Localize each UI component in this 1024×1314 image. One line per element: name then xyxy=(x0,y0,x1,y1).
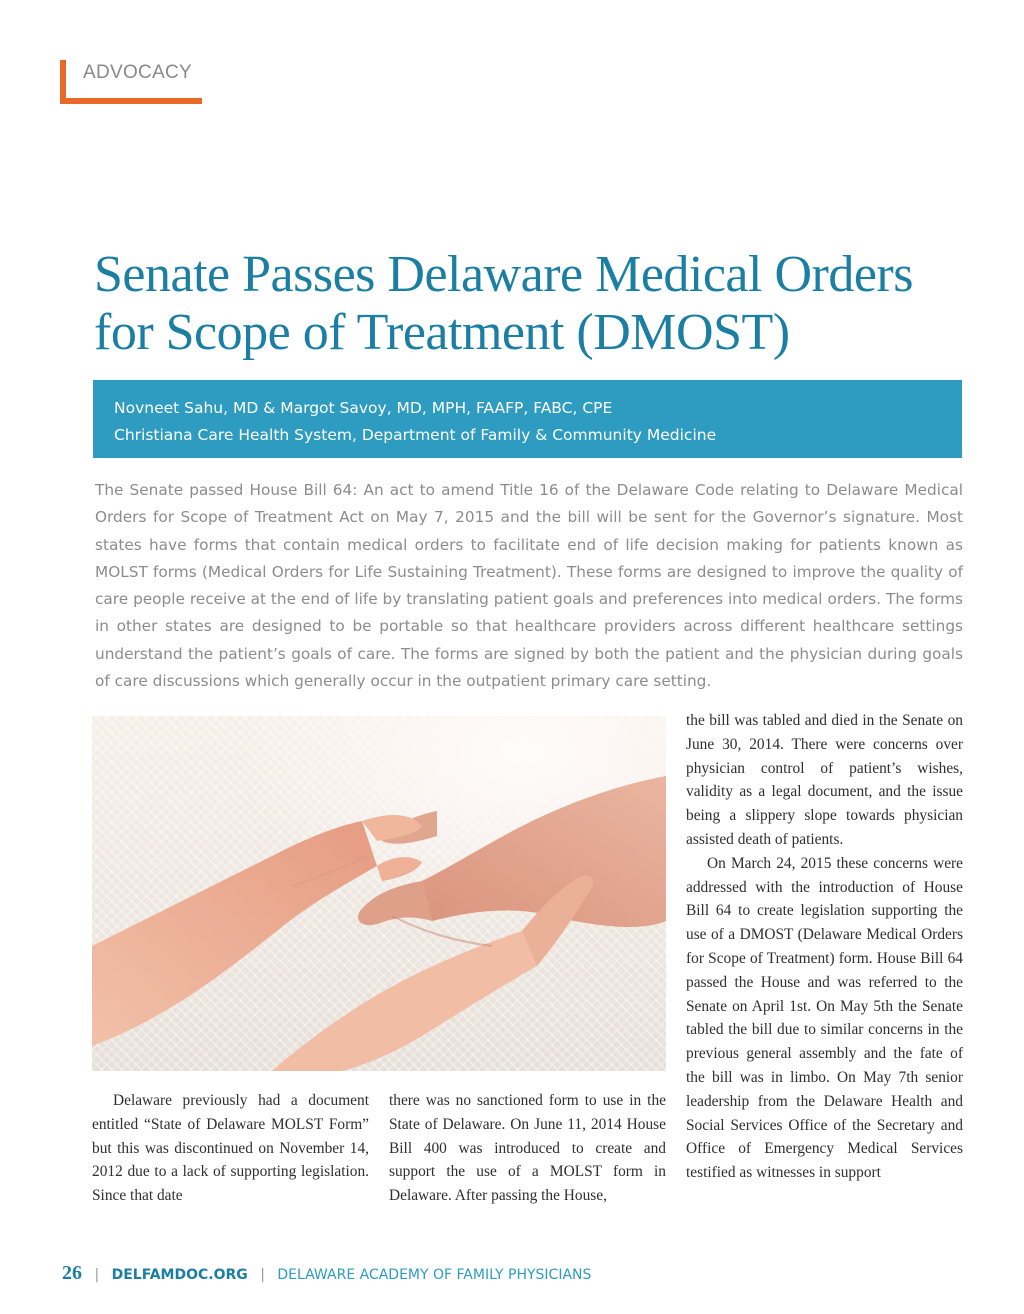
byline-box xyxy=(93,380,962,458)
body-paragraph: the bill was tabled and died in the Senate on June 30, 2014. There were concerns over physician control of patient’s wishes, validity as a legal document, and the issue being a slippery slope towards physician assisted death of patients. xyxy=(686,712,963,848)
footer-site-link[interactable]: DELFAMDOC.ORG xyxy=(111,1267,248,1283)
article-affiliation: Christiana Care Health System, Department of Family & Community Medicine xyxy=(114,426,717,444)
photo-hands xyxy=(92,716,666,1071)
body-column-2 xyxy=(389,1089,666,1208)
body-column-3 xyxy=(686,709,963,1185)
footer-separator: | xyxy=(260,1267,265,1283)
footer-organization: DELAWARE ACADEMY OF FAMILY PHYSICIANS xyxy=(277,1267,592,1283)
page-footer xyxy=(62,1262,591,1285)
footer-separator: | xyxy=(94,1267,100,1283)
article-title: Senate Passes Delaware Medical Orders for Scope of Treatment (DMOST) xyxy=(94,246,913,361)
article-intro: The Senate passed House Bill 64: An act to amend Title 16 of the Delaware Code relating to Delaware Medical Orders for Scope of Treatment Act on May 7, 2015 and the bill will be sent for the Governor’s signature. Most states have forms that contain medical orders to facilitate end of life decision making for patients known as MOLST forms (Medical Orders for Life Sustaining Treatment). These forms are designed to improve the quality of care people receive at the end of life by translating patient goals and preferences into medical orders. The forms in other states are designed to be portable so that healthcare providers across different healthcare settings understand the patient’s goals of care. The forms are signed by both the patient and the physician during goals of care discussions which generally occur in the outpatient primary care setting. xyxy=(95,481,963,691)
page-number: 26 xyxy=(62,1262,82,1284)
body-paragraph: there was no sanctioned form to use in the State of Delaware. On June 11, 2014 House Bill 400 was introduced to create and support the use of a MOLST form in Delaware. After passing the House, xyxy=(389,1092,666,1205)
body-paragraph: Delaware previously had a document entitled “State of Delaware MOLST Form” but this was discontinued on November 14, 2012 due to a lack of supporting legislation. Since that date xyxy=(92,1092,369,1205)
article-authors: Novneet Sahu, MD & Margot Savoy, MD, MPH, FAAFP, FABC, CPE xyxy=(114,399,613,417)
section-label: ADVOCACY xyxy=(83,62,193,83)
body-column-1 xyxy=(92,1089,369,1208)
body-paragraph: On March 24, 2015 these concerns were addressed with the introduction of House Bill 64 to create legislation supporting the use of a DMOST (Delaware Medical Orders for Scope of Treatment) form. House Bill 64 passed the House and was referred to the Senate on April 1st. On May 5th the Senate tabled the bill due to similar concerns in the previous general assembly and the fate of the bill was in limbo. On May 7th senior leadership from the Delaware Health and Social Services Office of the Secretary and Office of Emergency Medical Services testified as witnesses in support xyxy=(686,854,963,1182)
hands-illustration xyxy=(92,716,666,1071)
